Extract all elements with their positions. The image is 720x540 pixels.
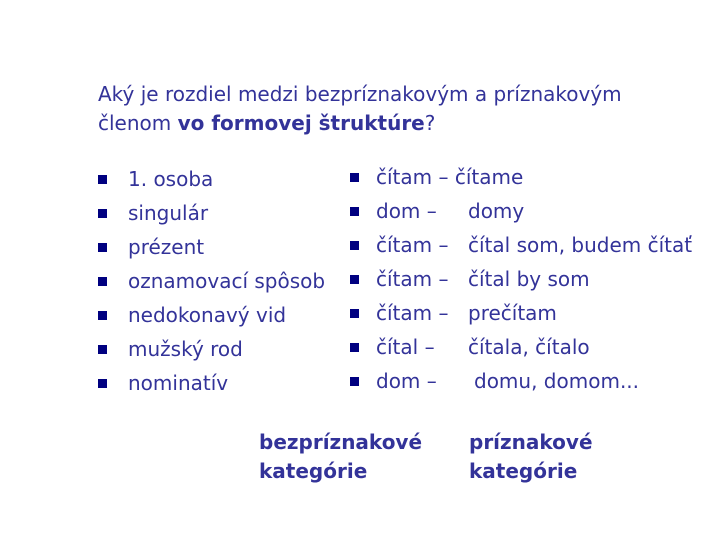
list-item-label: nominatív (128, 371, 229, 395)
example-form: čítala, čítalo (468, 335, 590, 359)
example-base: čítam – (376, 301, 449, 325)
square-bullet-icon (350, 377, 359, 386)
square-bullet-icon (98, 311, 107, 320)
square-bullet-icon (98, 209, 107, 218)
square-bullet-icon (98, 175, 107, 184)
example-base: čítam – (376, 267, 449, 291)
square-bullet-icon (350, 207, 359, 216)
caption-line: príznakové (469, 430, 593, 454)
question-emphasis: vo formovej štruktúre (177, 111, 425, 135)
square-bullet-icon (98, 277, 107, 286)
list-item-label: nedokonavý vid (128, 303, 287, 327)
example-base: dom – (376, 199, 437, 223)
caption-line: bezpríznakové (259, 430, 423, 454)
caption-line: kategórie (469, 459, 578, 483)
square-bullet-icon (350, 173, 359, 182)
list-item-label: prézent (128, 235, 205, 259)
question-line-2-pre: členom (98, 111, 178, 135)
example-form: čítal som, budem čítať (468, 233, 693, 257)
list-item-label: mužský rod (128, 337, 243, 361)
square-bullet-icon (350, 343, 359, 352)
caption-line: kategórie (259, 459, 368, 483)
marked-categories-caption (469, 428, 593, 486)
square-bullet-icon (350, 275, 359, 284)
square-bullet-icon (98, 379, 107, 388)
example-base: čítal – (376, 335, 435, 359)
square-bullet-icon (350, 309, 359, 318)
list-item-label: singulár (128, 201, 209, 225)
example-base: čítam – čítame (376, 165, 524, 189)
question-line-1: Aký je rozdiel medzi bezpríznakovým a príznakovým (98, 82, 622, 106)
question-line-2-post: ? (424, 111, 436, 135)
unmarked-categories-caption (259, 428, 422, 486)
list-item-label: oznamovací spôsob (128, 269, 326, 293)
square-bullet-icon (350, 241, 359, 250)
list-item-label: 1. osoba (128, 167, 214, 191)
question-text (98, 80, 698, 138)
example-form: čítal by som (468, 267, 590, 291)
question-line-2 (98, 109, 698, 138)
example-base: dom – (376, 369, 437, 393)
example-form: prečítam (468, 301, 557, 325)
square-bullet-icon (98, 345, 107, 354)
example-base: čítam – (376, 233, 449, 257)
square-bullet-icon (98, 243, 107, 252)
example-form: domy (468, 199, 525, 223)
example-form: domu, domom... (474, 369, 640, 393)
